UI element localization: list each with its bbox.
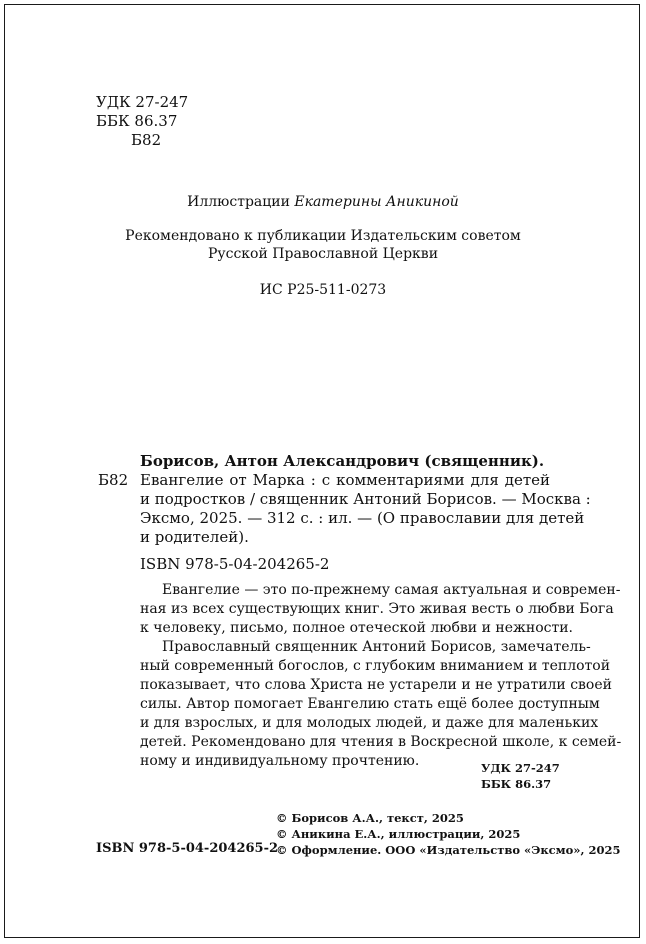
- annotation-line: ному и индивидуальному прочтению.: [140, 753, 420, 769]
- copyright-design: © Оформление. ООО «Издательство «Эксмо», 2025: [276, 843, 621, 857]
- bibliographic-line: Эксмо, 2025. — 312 с. : ил. — (О православии для детей: [140, 509, 585, 527]
- annotation-line: ный современный богослов, с глубоким вниманием и теплотой: [140, 658, 611, 674]
- annotation-line: силы. Автор помогает Евангелию стать ещё более доступным: [140, 696, 600, 712]
- bibliographic-line: Евангелие от Марка : с комментариями для детей: [140, 471, 550, 489]
- bbk-top: ББК 86.37: [96, 112, 178, 130]
- annotation-line: ная из всех существующих книг. Это живая весть о любви Бога: [140, 601, 614, 617]
- recommendation-line-1: Рекомендовано к публикации Издательским советом: [125, 228, 521, 244]
- illustrator-name: Екатерины Аникиной: [294, 194, 459, 210]
- annotation-line: Евангелие — это по-прежнему самая актуальная и современ-: [162, 582, 621, 598]
- bbk-bottom: ББК 86.37: [481, 777, 552, 791]
- author-heading: Борисов, Антон Александрович (священник).: [140, 452, 545, 470]
- bibliographic-line: и родителей).: [140, 528, 249, 546]
- isbn-bottom: ISBN 978-5-04-204265-2: [96, 841, 279, 856]
- bibliographic-description: [140, 471, 591, 547]
- annotation-line: к человеку, письмо, полное отеческой любви и нежности.: [140, 620, 573, 636]
- copyright-text: © Борисов А.А., текст, 2025: [276, 811, 464, 825]
- udk-top: УДК 27-247: [96, 93, 189, 111]
- annotation-line: и для взрослых, и для молодых людей, и даже для маленьких: [140, 715, 599, 731]
- annotation-paragraph-2: [140, 638, 622, 771]
- illustrations-credit: [0, 193, 646, 212]
- bibliographic-line: и подростков / священник Антоний Борисов. — Москва :: [140, 490, 591, 508]
- isbn-main: ISBN 978-5-04-204265-2: [140, 555, 330, 573]
- recommendation-line-2: Русской Православной Церкви: [207, 246, 439, 262]
- copyright-illustrations: © Аникина Е.А., иллюстрации, 2025: [276, 827, 521, 841]
- annotation-line: детей. Рекомендовано для чтения в Воскресной школе, к семей-: [140, 734, 622, 750]
- is-code: ИС Р25-511-0273: [259, 282, 387, 298]
- index-top: Б82: [131, 131, 162, 149]
- annotation-line: Православный священник Антоний Борисов, замечатель-: [162, 639, 591, 655]
- annotation-line: показывает, что слова Христа не устарели и не утратили своей: [140, 677, 612, 693]
- index-mark: Б82: [98, 471, 129, 489]
- udk-bottom: УДК 27-247: [481, 761, 560, 775]
- annotation-paragraph-1: [140, 581, 621, 638]
- illustrations-prefix: Иллюстрации: [187, 194, 295, 210]
